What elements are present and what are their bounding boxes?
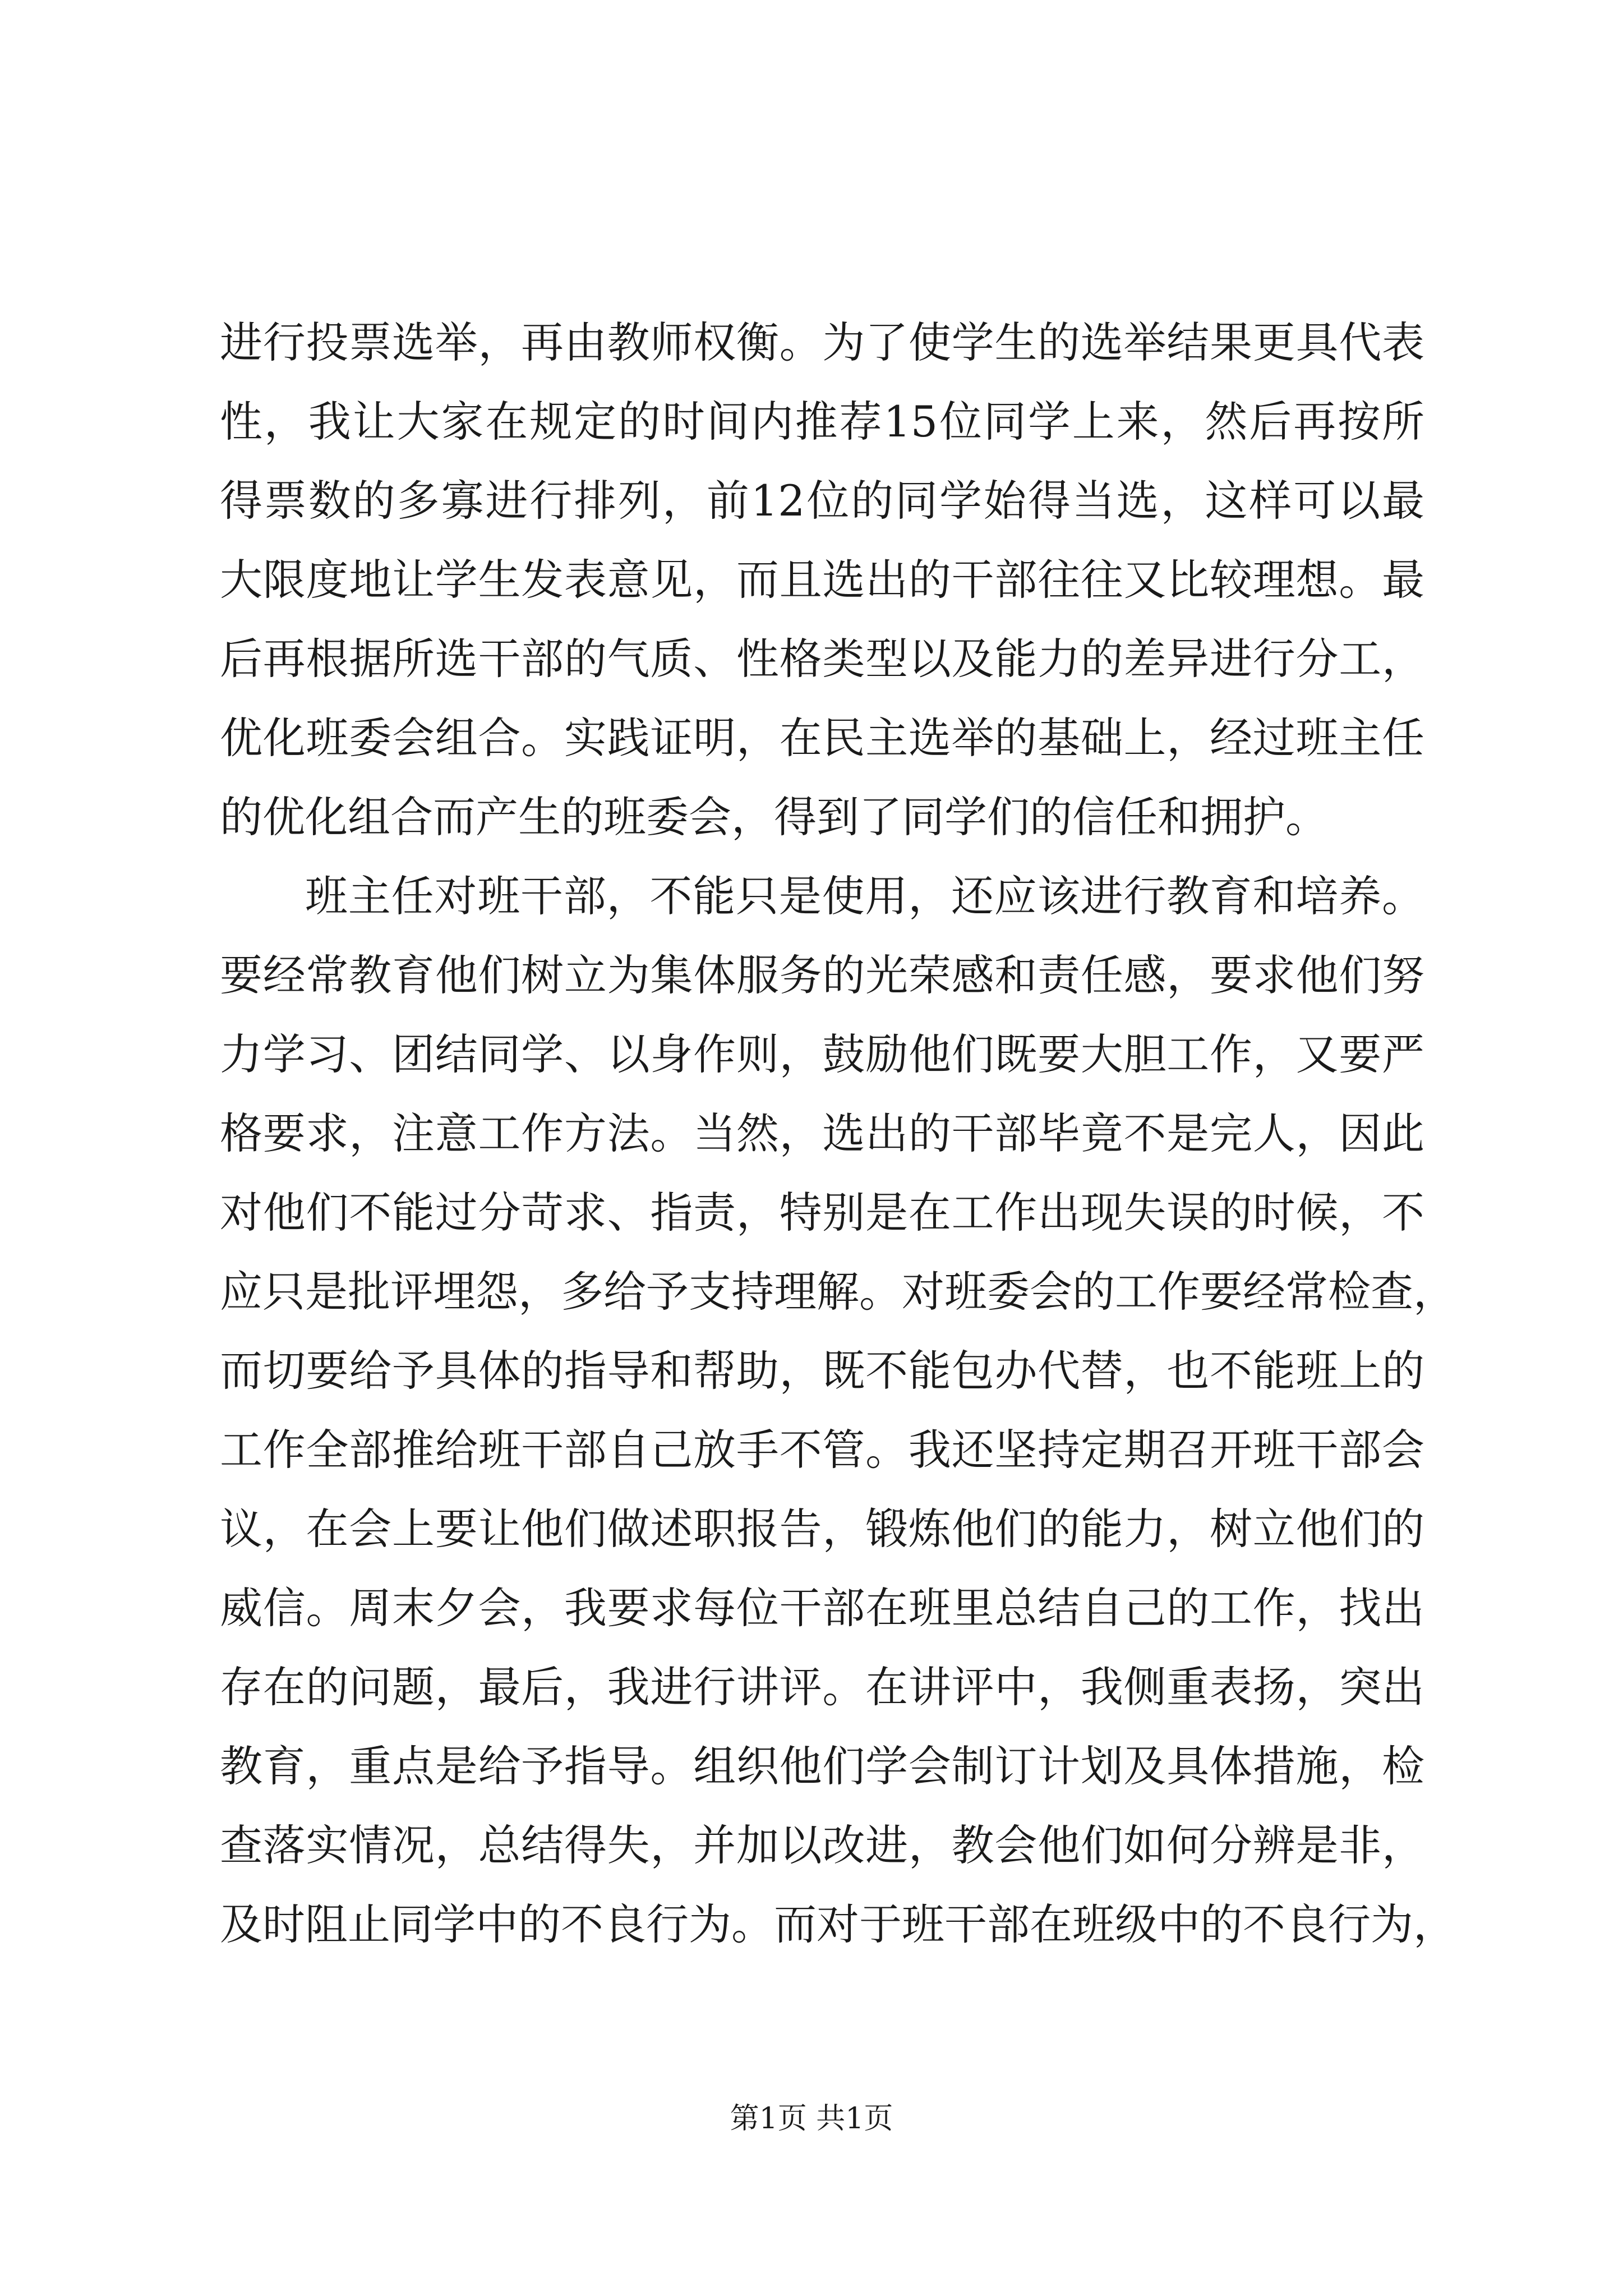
text-line: 大限度地让学生发表意见，而且选出的干部往往又比较理想。最 [220, 555, 1424, 605]
text-line: 后再根据所选干部的气质、性格类型以及能力的差异进行分工， [220, 634, 1424, 684]
text-line: 优化班委会组合。实践证明，在民主选举的基础上，经过班主任 [220, 713, 1424, 763]
text-line: 及时阻止同学中的不良行为。而对于班干部在班级中的不良行为， [220, 1899, 1456, 1949]
page-number: 第1页 共1页 [730, 2102, 893, 2136]
text-line: 而切要给予具体的指导和帮助，既不能包办代替，也不能班上的 [220, 1346, 1424, 1396]
page-footer [0, 2099, 1623, 2138]
text-line: 力学习、团结同学、以身作则，鼓励他们既要大胆工作，又要严 [220, 1029, 1424, 1079]
text-line: 要经常教育他们树立为集体服务的光荣感和责任感，要求他们努 [220, 950, 1424, 1000]
text-line: 存在的问题，最后，我进行讲评。在讲评中，我侧重表扬，突出 [220, 1662, 1424, 1712]
text-line: 对他们不能过分苛求、指责，特别是在工作出现失误的时候，不 [220, 1188, 1424, 1237]
text-line: 教育，重点是给予指导。组织他们学会制订计划及具体措施，检 [220, 1741, 1424, 1791]
text-line: 威信。周末夕会，我要求每位干部在班里总结自己的工作，找出 [220, 1583, 1424, 1633]
text-line: 工作全部推给班干部自己放手不管。我还坚持定期召开班干部会 [220, 1425, 1424, 1475]
text-line: 应只是批评埋怨，多给予支持理解。对班委会的工作要经常检查， [220, 1267, 1456, 1317]
text-line: 查落实情况，总结得失，并加以改进，教会他们如何分辨是非， [220, 1820, 1424, 1870]
text-line: 班主任对班干部，不能只是使用，还应该进行教育和培养。 [305, 871, 1424, 921]
text-line: 性，我让大家在规定的时间内推荐15位同学上来，然后再按所 [220, 397, 1424, 447]
body-text [220, 303, 1456, 1964]
text-line: 得票数的多寡进行排列，前12位的同学始得当选，这样可以最 [220, 476, 1424, 526]
text-line: 进行投票选举，再由教师权衡。为了使学生的选举结果更具代表 [220, 318, 1424, 367]
text-line: 的优化组合而产生的班委会，得到了同学们的信任和拥护。 [220, 792, 1328, 842]
text-line: 格要求，注意工作方法。当然，选出的干部毕竟不是完人，因此 [220, 1108, 1424, 1158]
text-line: 议，在会上要让他们做述职报告，锻炼他们的能力，树立他们的 [220, 1504, 1424, 1554]
